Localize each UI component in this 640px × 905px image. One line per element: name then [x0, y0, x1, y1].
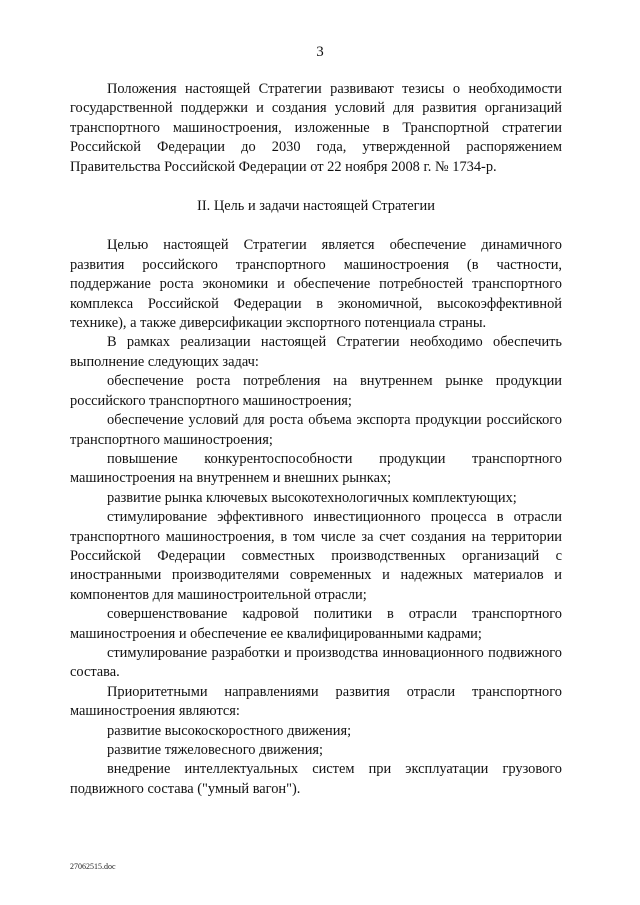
task-item: обеспечение роста потребления на внутреннем рынке продукции российского транспортного машиностроения; — [70, 373, 562, 409]
footer-filename: 27062515.doc — [70, 862, 116, 871]
intro-paragraph: Положения настоящей Стратегии развивают тезисы о необходимости государственной поддержки и создания условий для развития организаций транспортного машиностроения, изложенные в Транспортной стратегии Российской Федерации до 2030 года, утвержденной распоряжением Правительства Российской Федерации от 22 ноября 2008 г. № 1734-р. — [70, 81, 562, 175]
task-item: развитие рынка ключевых высокотехнологичных комплектующих; — [107, 489, 517, 506]
task-item: стимулирование эффективного инвестиционного процесса в отрасли транспортного машиностроения, в том числе за счет создания на территории Российской Федерации совместных производственных организаций с иностранными производителями современных и надежных материалов и компонентов для машиностроительной отрасли; — [70, 509, 562, 603]
task-item: обеспечение условий для роста объема экспорта продукции российского транспортного машиностроения; — [70, 412, 562, 448]
priority-item: развитие высокоскоростного движения; — [107, 722, 352, 739]
priority-item: развитие тяжеловесного движения; — [107, 742, 324, 758]
tasks-list — [70, 372, 562, 683]
page-number: 3 — [316, 44, 324, 60]
task-item: совершенствование кадровой политики в отрасли транспортного машиностроения и обеспечение ее квалифицированными кадрами; — [70, 606, 562, 642]
section-heading: II. Цель и задачи настоящей Стратегии — [197, 198, 435, 215]
priorities-intro: Приоритетными направлениями развития отрасли транспортного машиностроения являются: — [70, 683, 562, 720]
document-body — [70, 80, 562, 799]
task-item: повышение конкурентоспособности продукции транспортного машиностроения на внутреннем и внешних рынках; — [70, 450, 562, 487]
tasks-intro: В рамках реализации настоящей Стратегии необходимо обеспечить выполнение следующих задач: — [70, 334, 562, 370]
task-item: стимулирование разработки и производства инновационного подвижного состава. — [70, 644, 562, 681]
priorities-list — [70, 722, 562, 800]
priority-item: внедрение интеллектуальных систем при эксплуатации грузового подвижного состава ("умный вагон"). — [70, 761, 562, 797]
goal-paragraph: Целью настоящей Стратегии является обеспечение динамичного развития российского транспортного машиностроения (в частности, поддержание роста экономики и обеспечение потребностей транспортного комплекса Российской Федерации в экономичной, высокоэффективной технике), а также диверсификации экспортного потенциала страны. — [70, 237, 562, 332]
